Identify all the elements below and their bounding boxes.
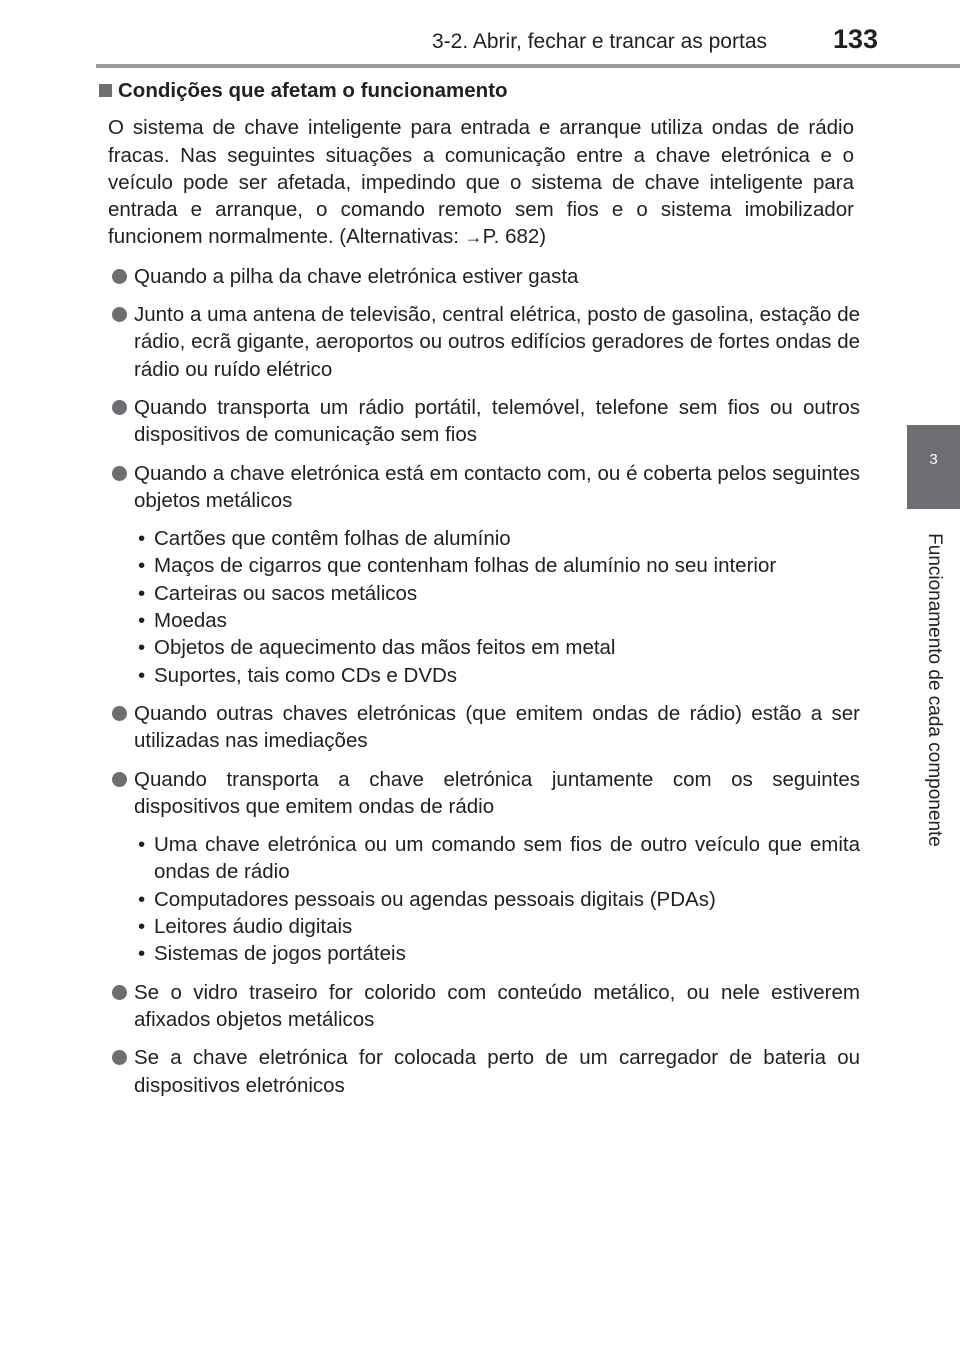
bullet-item	[96, 1044, 860, 1099]
intro-paragraph	[108, 114, 854, 251]
small-dot-icon: •	[138, 887, 146, 911]
section-heading-text: Condições que afetam o funcionamento	[118, 79, 508, 102]
chapter-tab	[907, 425, 960, 509]
sub-list-item	[96, 886, 860, 913]
bullet-text: Junto a uma antena de televisão, central elétrica, posto de gasolina, estação de rádio, ecrã gigante, aeroportos ou outros edifícios geradores de fortes ondas de rádio ou ruído elétrico	[134, 303, 860, 381]
page-content	[96, 77, 860, 1099]
sub-list-item	[96, 607, 860, 634]
sub-list-item	[96, 662, 860, 689]
page-reference: P. 682)	[482, 225, 547, 249]
circle-bullet-icon	[112, 400, 127, 415]
chapter-number: 3	[929, 451, 938, 468]
sub-list-text: Moedas	[154, 609, 227, 633]
sub-list	[96, 831, 860, 967]
chapter-title: Funcionamento de cada componente	[924, 533, 945, 847]
sub-list-text: Objetos de aquecimento das mãos feitos em metal	[154, 636, 616, 660]
sub-list-item	[96, 913, 860, 940]
small-dot-icon: •	[138, 663, 146, 687]
bullet-item	[96, 263, 860, 290]
sub-list-item	[96, 940, 860, 967]
sub-list-text: Maços de cigarros que contenham folhas de alumínio no seu interior	[154, 554, 777, 578]
sub-list-item	[96, 831, 860, 886]
circle-bullet-icon	[112, 307, 127, 322]
bullet-text: Se o vidro traseiro for colorido com conteúdo metálico, ou nele estiverem afixados objetos metálicos	[134, 980, 860, 1031]
bullet-item	[96, 460, 860, 515]
bullet-item	[96, 979, 860, 1034]
bullet-item	[96, 766, 860, 821]
small-dot-icon: •	[138, 554, 146, 578]
sub-list-text: Uma chave eletrónica ou um comando sem fios de outro veículo que emita ondas de rádio	[154, 833, 860, 884]
section-heading	[96, 77, 860, 104]
header-section-title: 3-2. Abrir, fechar e trancar as portas	[432, 30, 767, 53]
bullet-text: Quando a pilha da chave eletrónica estiver gasta	[134, 264, 579, 288]
bullet-text: Quando outras chaves eletrónicas (que emitem ondas de rádio) estão a ser utilizadas nas imediações	[134, 701, 860, 753]
bullet-item	[96, 394, 860, 449]
sub-list	[96, 525, 860, 689]
small-dot-icon: •	[138, 527, 146, 551]
bullet-text: Quando a chave eletrónica está em contacto com, ou é coberta pelos seguintes objetos metálicos	[134, 461, 860, 512]
sub-list-text: Computadores pessoais ou agendas pessoais digitais (PDAs)	[154, 887, 716, 911]
small-dot-icon: •	[138, 915, 146, 939]
sub-list-text: Leitores áudio digitais	[154, 915, 353, 939]
sub-list-item	[96, 552, 860, 579]
sub-list-text: Suportes, tais como CDs e DVDs	[154, 663, 458, 687]
circle-bullet-icon	[112, 466, 127, 481]
bullet-item	[96, 301, 860, 383]
small-dot-icon: •	[138, 609, 146, 633]
bullet-text: Se a chave eletrónica for colocada perto de um carregador de bateria ou dispositivos eletrónicos	[134, 1046, 860, 1097]
circle-bullet-icon	[112, 706, 127, 721]
circle-bullet-icon	[112, 772, 127, 787]
arrow-right-icon: →	[464, 227, 483, 248]
square-bullet-icon	[99, 84, 112, 97]
sub-list-text: Cartões que contêm folhas de alumínio	[154, 527, 511, 551]
small-dot-icon: •	[138, 581, 146, 605]
circle-bullet-icon	[112, 269, 127, 284]
bullet-text: Quando transporta um rádio portátil, telemóvel, telefone sem fios ou outros dispositivos de comunicação sem fios	[134, 395, 860, 447]
sub-list-item	[96, 634, 860, 661]
sub-list-text: Carteiras ou sacos metálicos	[154, 581, 418, 605]
sub-list-item	[96, 525, 860, 552]
bullet-list	[96, 263, 860, 1099]
small-dot-icon: •	[138, 942, 146, 966]
page-number: 133	[832, 24, 878, 54]
header-rule	[96, 64, 960, 68]
circle-bullet-icon	[112, 985, 127, 1000]
sub-list-item	[96, 580, 860, 607]
small-dot-icon: •	[138, 833, 146, 857]
small-dot-icon: •	[138, 636, 146, 660]
bullet-text: Quando transporta a chave eletrónica juntamente com os seguintes dispositivos que emitem ondas de rádio	[134, 767, 860, 818]
intro-text: O sistema de chave inteligente para entrada e arranque utiliza ondas de rádio fracas. Nas seguintes situações a comunicação entre a chave eletrónica e o veículo pode ser afetada, impedindo que o sistema de chave inteligente para entrada e arranque, o comando remoto sem fios e o sistema imobilizador funcionem normalmente. (Alternativas:	[108, 116, 854, 249]
bullet-item	[96, 700, 860, 755]
sub-list-text: Sistemas de jogos portáteis	[154, 942, 406, 966]
circle-bullet-icon	[112, 1050, 127, 1065]
